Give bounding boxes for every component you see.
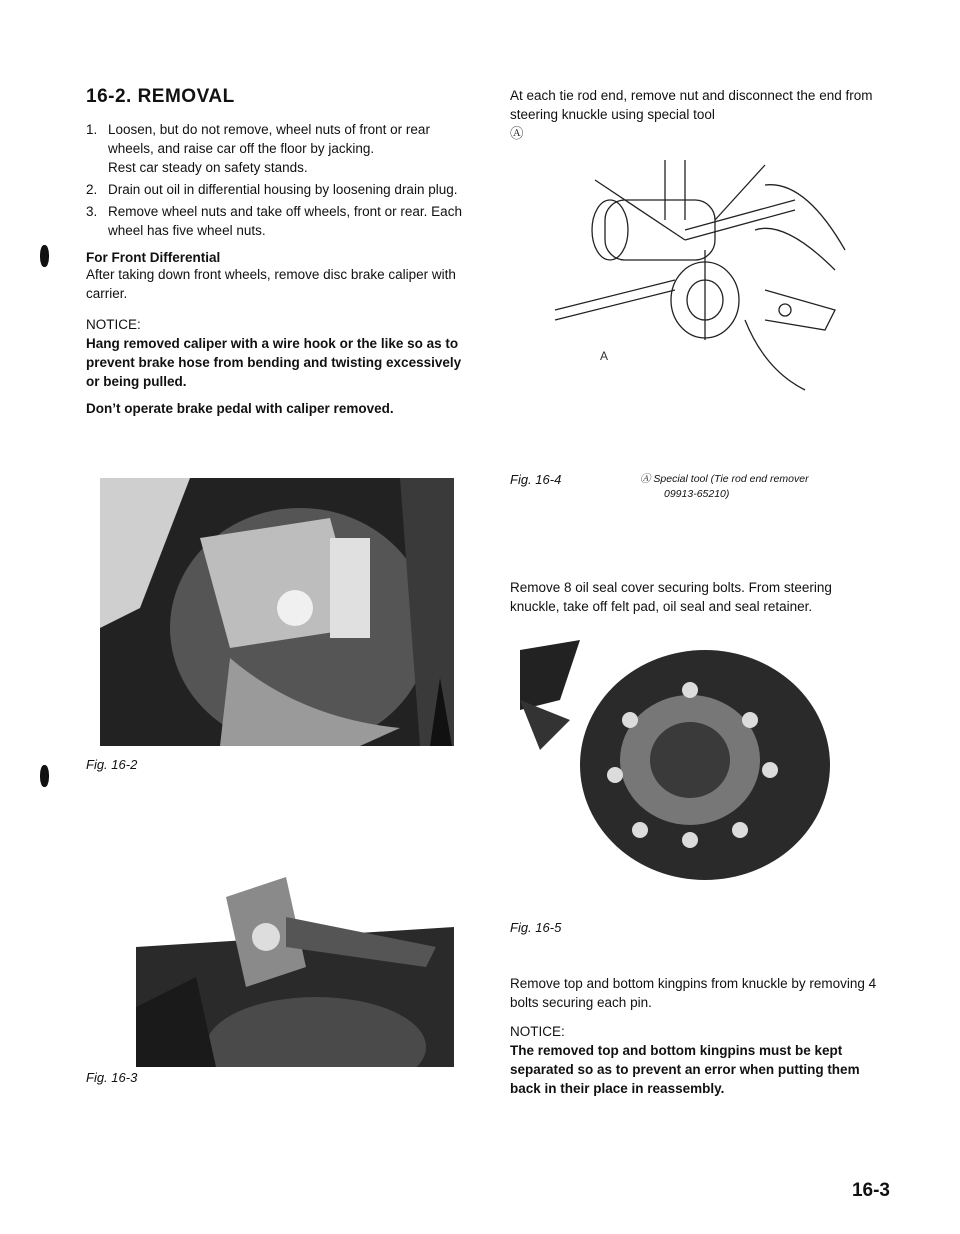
photo-differential	[136, 857, 454, 1067]
kingpin-section	[510, 974, 882, 1098]
notice-title: NOTICE:	[86, 317, 141, 332]
step-number: 3.	[86, 204, 98, 219]
notice-text: The removed top and bottom kingpins must be kept separated so as to prevent an error when putting them back in their place in reassembly.	[510, 1043, 860, 1096]
page-number: 16-3	[851, 1180, 890, 1201]
tie-rod-drawing	[545, 160, 875, 410]
step-extra: Rest car steady on safety stands.	[108, 160, 308, 175]
left-column	[86, 86, 464, 418]
step-3	[86, 202, 464, 240]
notice-text: Hang removed caliper with a wire hook or the like so as to prevent brake hose from bending and twisting excessively or being pulled.	[86, 336, 462, 389]
step-number: 1.	[86, 122, 98, 137]
figure-caption: Fig. 16-4	[510, 472, 562, 487]
step-number: 2.	[86, 182, 98, 197]
figure-caption: Fig. 16-2	[86, 757, 138, 772]
illustration-tie-rod-remover	[545, 160, 875, 410]
figure-caption: Fig. 16-5	[510, 920, 562, 935]
front-diff-heading: For Front Differential	[86, 250, 221, 265]
step-text: Loosen, but do not remove, wheel nuts of front or rear wheels, and raise car off the floor by jacking.	[108, 122, 430, 156]
removal-steps	[86, 120, 464, 240]
photo-brake-caliper	[100, 478, 454, 746]
front-diff-text: After taking down front wheels, remove disc brake caliper with carrier.	[86, 267, 456, 301]
step-text: Drain out oil in differential housing by loosening drain plug.	[108, 182, 458, 197]
oil-seal-text: Remove 8 oil seal cover securing bolts. From steering knuckle, take off felt pad, oil seal and seal retainer.	[510, 580, 832, 614]
step-1	[86, 120, 464, 177]
callout-a: A	[600, 349, 609, 363]
photo-steering-knuckle	[520, 640, 840, 886]
figure-note: Ⓐ Special tool (Tie rod end remover 09913-65210)	[640, 473, 809, 500]
tool-mark: Ⓐ	[510, 126, 524, 141]
binder-hole-mark	[40, 245, 49, 267]
figure-caption: Fig. 16-3	[86, 1070, 138, 1085]
tie-rod-text: At each tie rod end, remove nut and disconnect the end from steering knuckle using special tool Ⓐ	[510, 88, 873, 141]
binder-hole-mark	[40, 765, 49, 787]
kingpin-text: Remove top and bottom kingpins from knuckle by removing 4 bolts securing each pin.	[510, 976, 877, 1010]
section-title: 16-2. REMOVAL	[86, 86, 235, 107]
step-text: Remove wheel nuts and take off wheels, front or rear. Each wheel has five wheel nuts.	[108, 204, 462, 238]
differential-photo-image	[136, 857, 454, 1067]
step-2	[86, 180, 464, 199]
knuckle-photo-image	[520, 640, 840, 886]
warning-text: Don’t operate brake pedal with caliper removed.	[86, 401, 394, 416]
right-column	[510, 86, 882, 143]
notice-title: NOTICE:	[510, 1024, 565, 1039]
caliper-photo-image	[100, 478, 454, 746]
